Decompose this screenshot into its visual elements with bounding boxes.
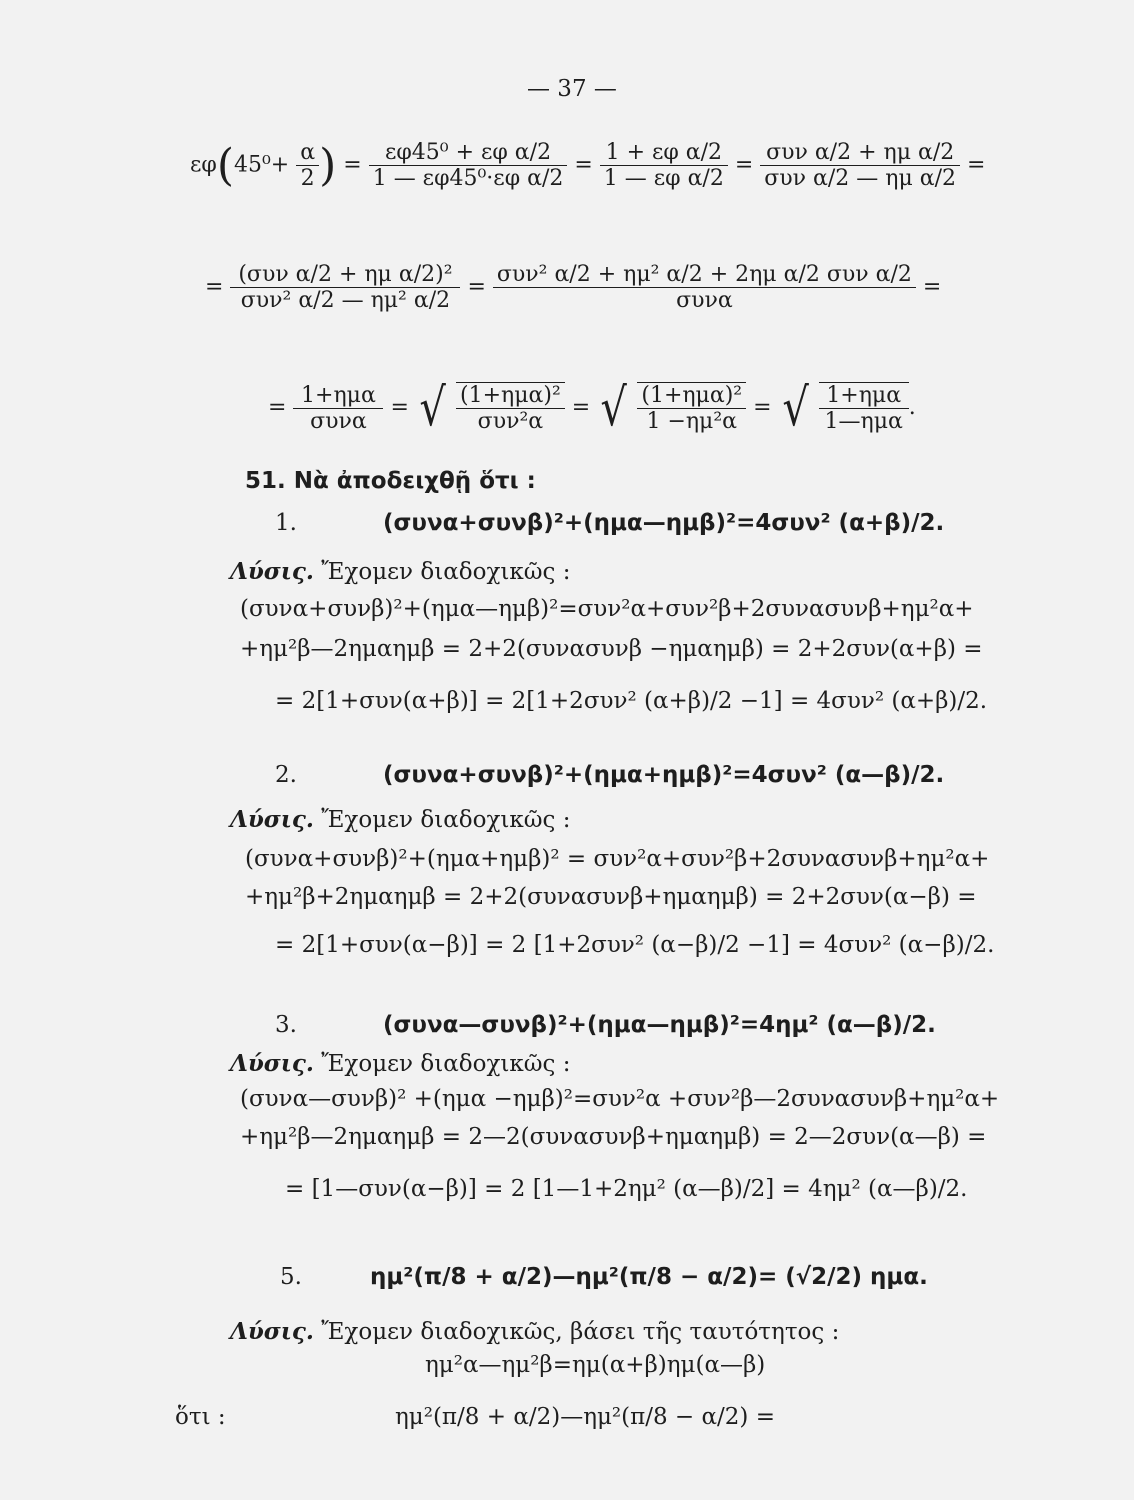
- row2-frac2-den: συνα: [493, 287, 916, 313]
- item-1-line-1: (συνα+συνβ)²+(ημα—ημβ)²=συν²α+συν²β+2συνασυνβ+ημ²α+: [240, 596, 974, 622]
- solution-label: Λύσις.: [230, 1318, 314, 1345]
- row3-rad3-num: 1+ημα: [826, 383, 902, 408]
- row3-rad2-den: 1 −ημ²α: [637, 408, 746, 434]
- item-3-line-3: = [1—συν(α−β)] = 2 [1—1+2ημ² (α—β)/2] = 4ημ² (α—β)/2.: [285, 1176, 968, 1202]
- row2-frac1-num: (συν α/2 + ημ α/2)²: [238, 262, 453, 287]
- item-3-line-1: (συνα—συνβ)² +(ημα −ημβ)²=συν²α +συν²β—2συνασυνβ+ημ²α+: [240, 1086, 1000, 1112]
- row3-rad1-den: συν²α: [456, 408, 565, 434]
- item-1-line-3: = 2[1+συν(α+β)] = 2[1+2συν² (α+β)/2 −1] = 4συν² (α+β)/2.: [275, 688, 988, 714]
- item-5-statement: ημ²(π/8 + α/2)—ημ²(π/8 − α/2)= (√2/2) ημα.: [370, 1264, 928, 1290]
- item-5-identity: ημ²α—ημ²β=ημ(α+β)ημ(α—β): [425, 1352, 766, 1378]
- solution-intro: Ἔχομεν διαδοχικῶς :: [321, 807, 571, 833]
- item-1-solution-header: [230, 558, 570, 585]
- item-1-line-2: +ημ²β—2ημαημβ = 2+2(συνασυνβ −ημαημβ) = 2+2συν(α+β) =: [240, 636, 983, 662]
- item-3-number: 3.: [275, 1012, 297, 1038]
- row3-rad3-den: 1—ημα: [819, 408, 909, 434]
- solution-label: Λύσις.: [230, 1050, 314, 1077]
- item-2-number: 2.: [275, 762, 297, 788]
- derivation-row-1: εφ(45⁰+ $\frac{\alpha}{2}$ ) = $\frac{\text{εφ45⁰ + εφ α/2}}{\text{1 — εφ45⁰·εφ α/2}}$ = $\frac{\text{1 + εφ α/2}}{\text{1 — εφ α/2}}$ = συν α/2 + ημ α/2 συν α/2 — ημ α/2 =: [190, 140, 986, 191]
- solution-intro: Ἔχομεν διαδοχικῶς :: [321, 1051, 571, 1077]
- item-5-number: 5.: [280, 1264, 302, 1290]
- solution-label: Λύσις.: [230, 806, 314, 833]
- row3-rad2-num: (1+ημα)²: [641, 383, 743, 408]
- item-1-statement: (συνα+συνβ)²+(ημα—ημβ)²=4συν² (α+β)/2.: [383, 510, 945, 536]
- page-number: — 37 —: [527, 76, 617, 102]
- item-2-line-1: (συνα+συνβ)²+(ημα+ημβ)² = συν²α+συν²β+2συνασυνβ+ημ²α+: [245, 846, 990, 872]
- solution-intro: Ἔχομεν διαδοχικῶς, βάσει τῆς ταυτότητος :: [321, 1319, 840, 1345]
- row3-frac1-den: συνα: [293, 408, 383, 434]
- row2-frac1-den: συν² α/2 — ημ² α/2: [230, 287, 460, 313]
- item-2-line-2: +ημ²β+2ημαημβ = 2+2(συνασυνβ+ημαημβ) = 2+2συν(α−β) =: [245, 884, 977, 910]
- row3-frac1-num: 1+ημα: [301, 382, 376, 408]
- row3-rad1-num: (1+ημα)²: [460, 383, 561, 408]
- derivation-row-3: = 1+ημα συνα = √ (1+ημα)² συν²α = √ (1+ημα)² 1 −ημ²α = √ 1+ημα 1—ημα .: [268, 378, 916, 438]
- item-3-statement: (συνα—συνβ)²+(ημα—ημβ)²=4ημ² (α—β)/2.: [383, 1012, 936, 1038]
- row2-frac2-num: συν² α/2 + ημ² α/2 + 2ημ α/2 συν α/2: [496, 262, 912, 287]
- item-2-solution-header: [230, 806, 570, 833]
- problem-heading: 51. Νὰ ἀποδειχθῇ ὅτι :: [245, 468, 536, 494]
- item-2-line-3: = 2[1+συν(α−β)] = 2 [1+2συν² (α−β)/2 −1] = 4συν² (α−β)/2.: [275, 932, 995, 958]
- item-2-statement: (συνα+συνβ)²+(ημα+ημβ)²=4συν² (α—β)/2.: [383, 762, 945, 788]
- derivation-row-2: = (συν α/2 + ημ α/2)² συν² α/2 — ημ² α/2 = συν² α/2 + ημ² α/2 + 2ημ α/2 συν α/2 συνα =: [205, 262, 942, 313]
- item-1-number: 1.: [275, 510, 297, 536]
- margin-note: ὅτι :: [175, 1404, 226, 1430]
- solution-label: Λύσις.: [230, 558, 314, 585]
- item-3-line-2: +ημ²β—2ημαημβ = 2—2(συνασυνβ+ημαημβ) = 2—2συν(α—β) =: [240, 1124, 987, 1150]
- solution-intro: Ἔχομεν διαδοχικῶς :: [321, 559, 571, 585]
- item-5-solution-header: [230, 1318, 839, 1345]
- item-3-solution-header: [230, 1050, 570, 1077]
- item-5-line-2: ημ²(π/8 + α/2)—ημ²(π/8 − α/2) =: [395, 1404, 775, 1430]
